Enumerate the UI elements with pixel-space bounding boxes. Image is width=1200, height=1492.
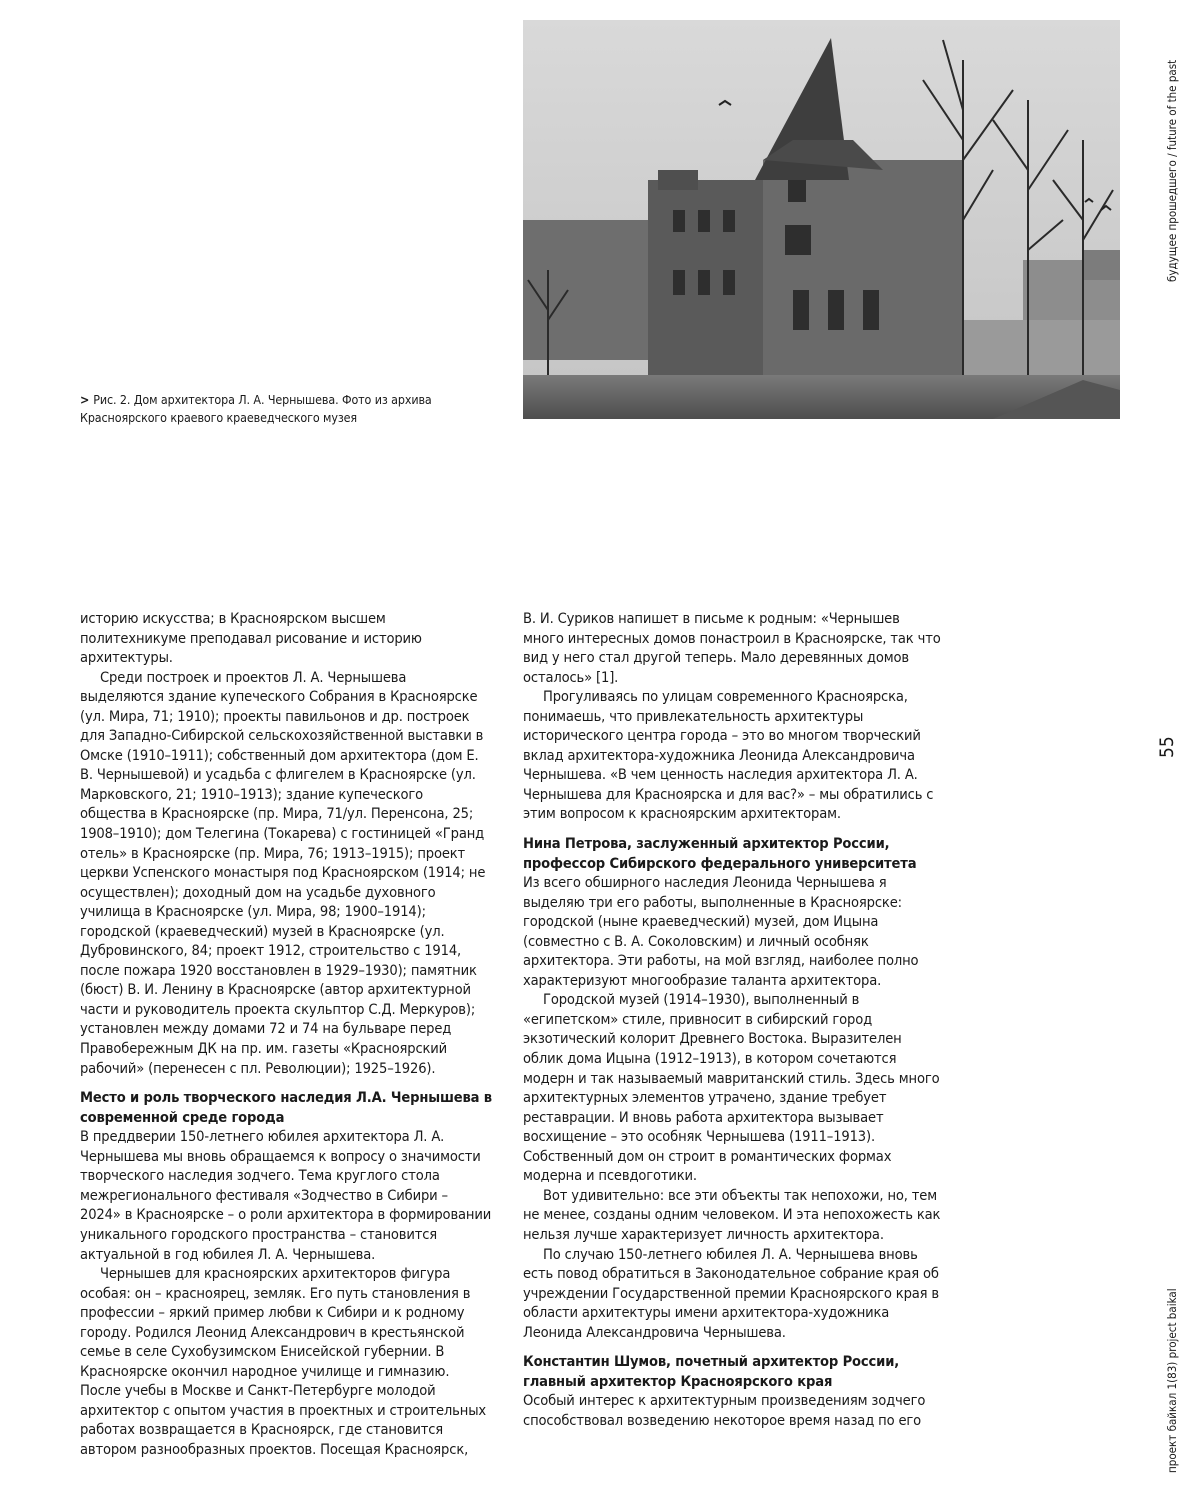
paragraph: В преддверии 150-летнего юбилея архитектора Л. А. Чернышева мы вновь обращаемся к вопросу о значимости творческого наследия зодчего. Тема круглого стола межрегионального фестиваля «Зодчество в Сибири – 2024» в Красноярске – о роли архитектора в формировании уникального городского пространства – становится актуальной в год юбилея Л. А. Чернышева. <box>80 1128 492 1263</box>
page-number-text: 55 <box>1156 736 1178 758</box>
photo-image <box>523 20 1120 419</box>
caption-text: Рис. 2. Дом архитектора Л. А. Чернышева. Фото из архива Красноярского краевого краеведческого музея <box>80 392 432 425</box>
paragraph: Из всего обширного наследия Леонида Чернышева я выделяю три его работы, выполненные в Красноярске: городской (ныне краеведческий) музей, дом Ицына (совместно с В. А. Соколовским) и личный особняк архитектора. Эти работы, на мой взгляд, наиболее полно характеризуют многообразие таланта архитектора. <box>523 874 919 989</box>
running-title-text: будущее прошедшего / future of the past <box>1165 59 1179 282</box>
page-number <box>1152 728 1182 762</box>
paragraph: Среди построек и проектов Л. А. Чернышева выделяются здание купеческого Собрания в Красноярске (ул. Мира, 71; 1910); проекты павильонов и др. построек для Западно-Сибирской сельскохозяйственной выставки в Омске (1910–1911); собственный дом архитектора (дом Е. В. Чернышевой) и усадьба с флигелем в Красноярске (ул. Марковского, 21; 1910–1913); здание купеческого общества в Красноярске (пр. Мира, 71/ул. Перенсона, 25; 1908–1910); дом Телегина (Токарева) с гостиницей «Гранд отель» в Красноярске (пр. Мира, 76; 1913–1915); проект церкви Успенского монастыря под Красноярском (1914; не осуществлен); доходный дом на усадьбе духовного училища в Красноярске (ул. Мира, 98; 1900–1914); городской (краеведческий) музей в Красноярске (ул. Дубровинского, 84; проект 1912, строительство с 1914, после пожара 1920 восстановлен в 1929–1930); памятник (бюст) В. И. Ленину в Красноярске (автор архитектурной части и руководитель проекта скульптор С.Д. Меркуров); установлен между домами 72 и 74 на бульваре перед Правобережным ДК на пр. им. газеты «Красноярский рабочий» (перенесен с пл. Революции); 1925–1926). <box>80 668 486 1077</box>
paragraph: По случаю 150-летнего юбилея Л. А. Чернышева вновь есть повод обратиться в Законодательное собрание края об учреждении Государственной премии Красноярского края в области архитектуры имени архитектора-художника Леонида Александровича Чернышева. <box>523 1245 940 1341</box>
issue-label <box>1162 1273 1186 1478</box>
paragraph: Вот удивительно: все эти объекты так непохожи, но, тем не менее, созданы одним человеком. И эта непохожесть как нельзя лучше характеризует личность архитектора. <box>523 1186 941 1243</box>
caption-marker: > <box>80 392 90 407</box>
section-heading: Место и роль творческого наследия Л.А. Чернышева в современной среде города <box>80 1089 492 1126</box>
interview-heading: Константин Шумов, почетный архитектор России, главный архитектор Красноярского края <box>523 1353 900 1390</box>
paragraph: Особый интерес к архитектурным произведениям зодчего способствовал возведению некоторое время назад по его <box>523 1392 926 1429</box>
paragraph: Чернышев для красноярских архитекторов фигура особая: он – красноярец, земляк. Его путь становления в профессии – яркий пример любви к Сибири и к родному городу. Родился Леонид Александрович в крестьянской семье в селе Сухобузимском Енисейской губернии. В Красноярске окончил народное училище и гимназию. После учебы в Москве и Санкт-Петербурге молодой архитектор с опытом участия в проектных и строительных работах возвращается в Красноярск, где становится автором разнообразных проектов. Посещая Красноярск, <box>80 1265 487 1458</box>
photo-house-chernyshev <box>523 20 1120 419</box>
left-column <box>80 609 492 1460</box>
paragraph: В. И. Суриков напишет в письме к родным: «Чернышев много интересных домов понастроил в Красноярске, так что вид у него стал другой теперь. Мало деревянных домов осталось» [1]. <box>523 610 941 686</box>
paragraph: Городской музей (1914–1930), выполненный в «египетском» стиле, привносит в сибирский город экзотический колорит Древнего Востока. Выразителен облик дома Ицына (1912–1913), в котором сочетаются модерн и так называемый мавританский стиль. Здесь много архитектурных элементов утрачено, здание требует реставрации. И вновь работа архитектора вызывает восхищение – это особняк Чернышева (1911–1913). Собственный дом он строит в романтических формах модерна и псевдоготики. <box>523 991 940 1185</box>
right-column <box>523 609 943 1430</box>
paragraph: Прогуливаясь по улицам современного Красноярска, понимаешь, что привлекательность архитектуры исторического центра города – это во многом творческий вклад архитектора-художника Леонида Александровича Чернышева. «В чем ценность наследия архитектора Л. А. Чернышева для Красноярска и для вас?» – мы обратились с этим вопросом к красноярским архитекторам. <box>523 688 934 823</box>
figure-caption <box>80 391 520 427</box>
running-title <box>1162 50 1186 300</box>
interview-heading: Нина Петрова, заслуженный архитектор России, профессор Сибирского федерального университета <box>523 835 917 872</box>
issue-label-text: проект байкал 1(83) project baikal <box>1165 1288 1179 1473</box>
paragraph: историю искусства; в Красноярском высшем политехникуме преподавал рисование и историю архитектуры. <box>80 610 422 667</box>
